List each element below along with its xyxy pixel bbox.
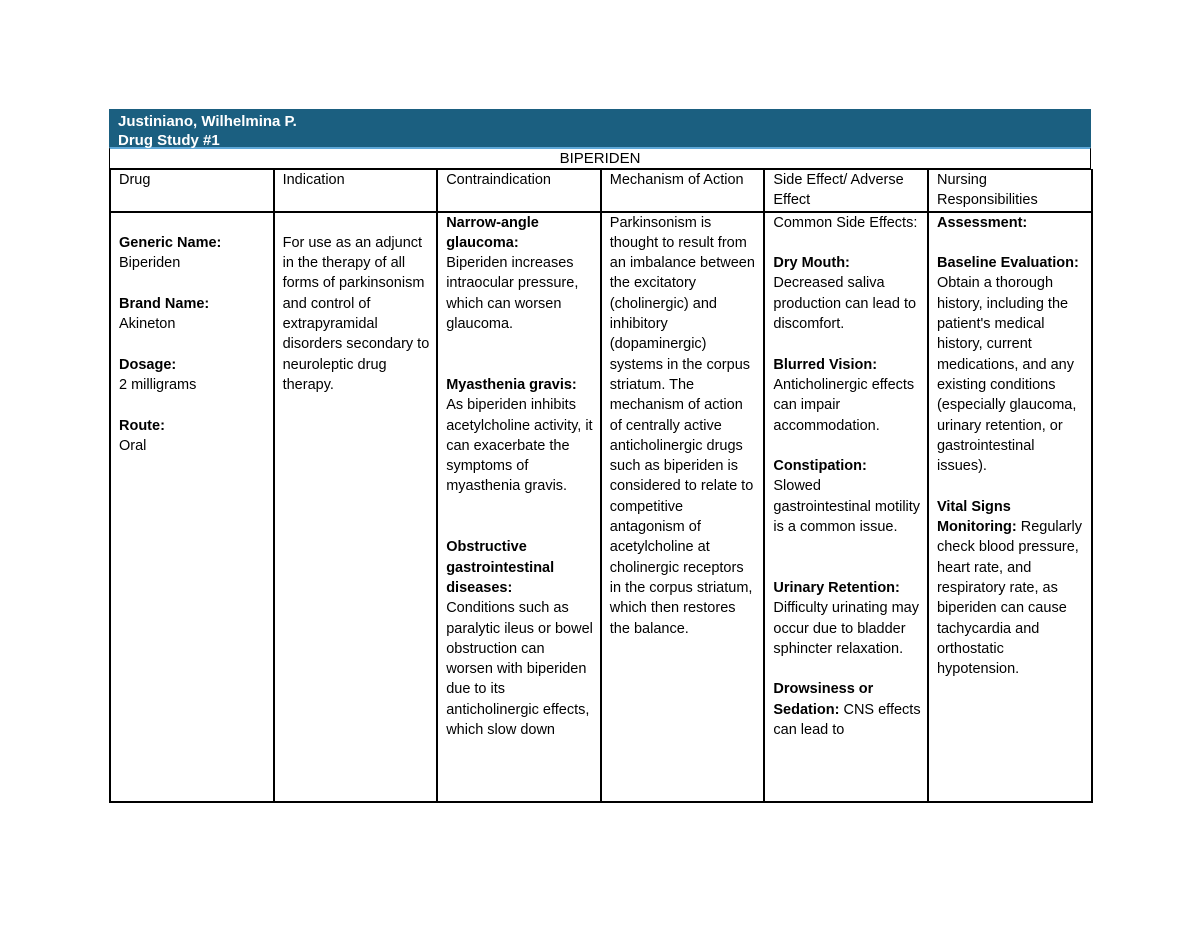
brand-name-label: Brand Name: — [119, 295, 210, 312]
side-effects-cell — [764, 212, 928, 802]
contraindication-2-text: As biperiden inhibits acetylcholine activity, it can exacerbate the symptoms of myasthenia gravis. — [446, 397, 593, 495]
side-effect-5-text: CNS effects can lead to — [773, 701, 921, 739]
nursing-item-1 — [937, 253, 1085, 476]
route-label: Route: — [119, 417, 165, 434]
nursing-1-text: Obtain a thorough history, including the patient's medical history, current medications, and any existing conditions (especially glaucoma, urinary retention, or gastrointestinal issues). — [936, 275, 1077, 475]
side-effects-intro: Common Side Effects: — [773, 214, 918, 231]
column-header-contraindication: Contraindication — [437, 170, 601, 212]
side-effect-2-title: Blurred Vision: — [773, 356, 878, 373]
side-effect-4-text: Difficulty urinating may occur due to bladder sphincter relaxation. — [773, 600, 919, 657]
drug-cell — [110, 212, 274, 802]
mechanism-cell — [601, 212, 765, 802]
table-header-row — [110, 170, 1092, 212]
dosage-value: 2 milligrams — [119, 376, 197, 393]
contraindication-1-text: Biperiden increases intraocular pressure, which can worsen glaucoma. — [446, 255, 579, 333]
indication-cell — [274, 212, 438, 802]
side-effect-3-text: Slowed gastrointestinal motility is a common issue. — [773, 478, 921, 536]
header-band — [109, 109, 1091, 147]
nursing-item-2 — [937, 497, 1085, 680]
side-effect-1-title: Dry Mouth: — [773, 255, 850, 272]
side-effect-5-title: Drowsiness or Sedation: — [773, 681, 874, 718]
drug-title: BIPERIDEN — [109, 147, 1091, 169]
student-name: Justiniano, Wilhelmina P. — [118, 113, 297, 130]
contraindication-1-title: Narrow-angle glaucoma: — [446, 214, 539, 251]
nursing-cell — [928, 212, 1092, 802]
nursing-2-title: Vital Signs Monitoring: — [936, 498, 1017, 536]
generic-name-value: Biperiden — [119, 255, 181, 272]
nursing-1-title: Baseline Evaluation: — [936, 255, 1079, 272]
side-effect-4-title: Urinary Retention: — [773, 579, 900, 596]
contraindication-2-title: Myasthenia gravis: — [446, 376, 577, 393]
route-value: Oral — [119, 437, 147, 454]
generic-name-label: Generic Name: — [119, 234, 222, 251]
side-effect-5 — [773, 679, 921, 740]
contraindication-cell — [437, 212, 601, 802]
side-effect-3-title: Constipation: — [773, 458, 867, 475]
column-header-mechanism: Mechanism of Action — [601, 170, 765, 212]
contraindication-3-title: Obstructive gastrointestinal diseases: — [446, 539, 555, 596]
column-header-nursing: Nursing Responsibilities — [928, 170, 1092, 212]
contraindication-3-text: Conditions such as paralytic ileus or bowel obstruction can worsen with biperiden due to its anticholinergic effects, which slow down — [446, 600, 593, 739]
column-header-drug: Drug — [110, 170, 274, 212]
column-header-side-effects: Side Effect/ Adverse Effect — [764, 170, 928, 212]
side-effect-2-text: Anticholinergic effects can impair accommodation. — [773, 376, 915, 434]
column-header-indication: Indication — [274, 170, 438, 212]
nursing-heading: Assessment: — [936, 214, 1028, 231]
study-number: Drug Study #1 — [118, 132, 220, 149]
nursing-2-text: Regularly check blood pressure, heart rate, and respiratory rate, as biperiden can cause tachycardia and orthostatic hypotension. — [936, 519, 1082, 678]
mechanism-text: Parkinsonism is thought to result from an imbalance between the excitatory (cholinergic) and inhibitory (dopaminergic) systems in the corpus striatum. The mechanism of action of centrally active anticholinergic drugs such as biperiden is considered to relate to competitive antagonism of acetylcholine at cholinergic receptors in the corpus striatum, which then restores the balance. — [609, 214, 755, 637]
indication-text: For use as an adjunct in the therapy of all forms of parkinsonism and control of extrapyramidal disorders secondary to neuroleptic drug therapy. — [282, 234, 430, 393]
table-row — [110, 212, 1092, 802]
brand-name-value: Akineton — [119, 316, 176, 333]
side-effect-1-text: Decreased saliva production can lead to discomfort. — [773, 275, 917, 333]
drug-study-sheet — [109, 109, 1091, 803]
drug-study-table — [109, 169, 1093, 803]
dosage-label: Dosage: — [119, 356, 177, 373]
